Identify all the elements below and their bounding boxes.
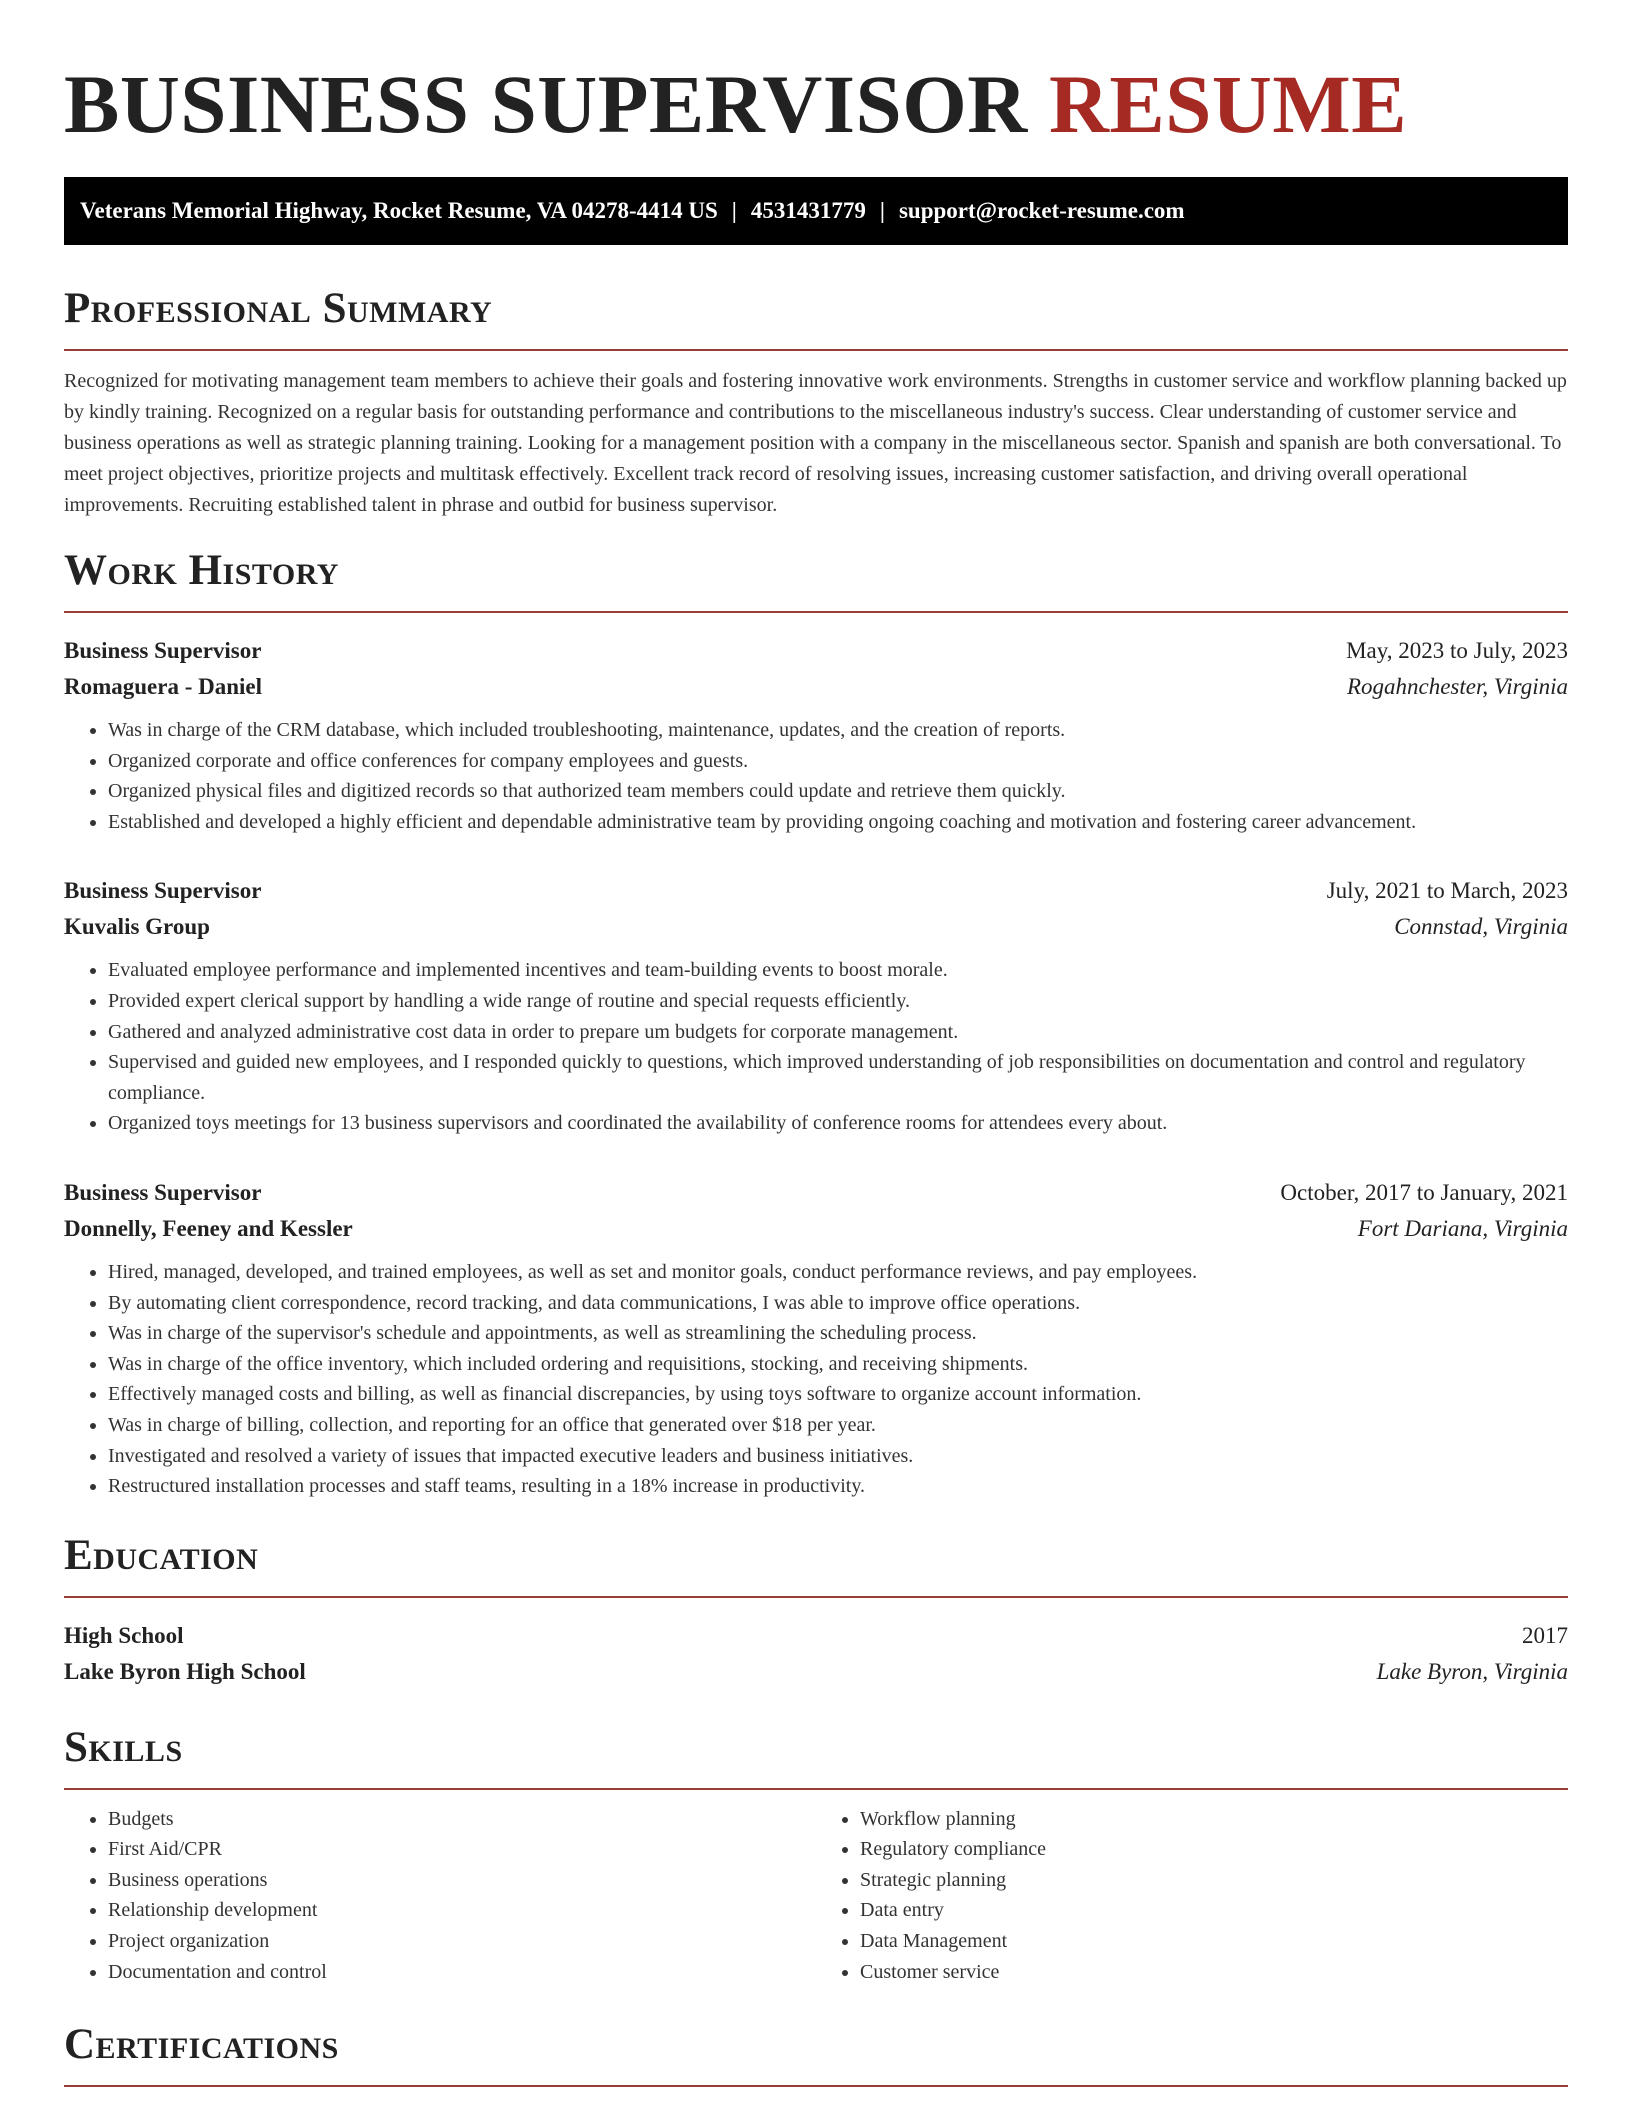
job-bullet: • Supervised and guided new employees, and I responded quickly to questions, which improved understanding of job responsibilities on documentation and control and regulatory compliance. — [108, 1047, 1568, 1108]
section-heading-summary: Professional Summary — [64, 285, 493, 332]
job-bullet: • Organized toys meetings for 13 business supervisors and coordinated the availability of conference rooms for attendees every about. — [108, 1108, 1568, 1139]
education-header-row — [64, 1618, 1568, 1654]
job-dates: May, 2023 to July, 2023 — [1346, 638, 1568, 663]
summary-text: Recognized for motivating management team members to achieve their goals and fostering innovative work environments. Strengths in customer service and workflow planning backed up by kindly training. Recognized on a regular basis for outstanding performance and contributions to the miscellaneous industry's success. Clear understanding of customer service and business operations as well as strategic planning training. Looking for a management position with a company in the miscellaneous sector. Spanish and spanish are both conversational. To meet project objectives, prioritize projects and multitask effectively. Excellent track record of resolving issues, increasing customer satisfaction, and driving overall operational improvements. Recruiting established talent in phrase and outbid for business supervisor. — [64, 370, 1567, 516]
skills-grid — [64, 1804, 1568, 1988]
skill-item: • Customer service — [860, 1957, 1568, 1988]
education-entry — [64, 1618, 1568, 1690]
job-entry — [64, 873, 1568, 1139]
section-heading-skills: Skills — [64, 1723, 183, 1771]
job-bullets — [64, 715, 1568, 837]
skill-item: • Data Management — [860, 1926, 1568, 1957]
resume-title — [64, 0, 1568, 153]
skill-item: • Documentation and control — [108, 1957, 816, 1988]
job-company-row — [64, 1211, 1568, 1247]
skill-item: • Workflow planning — [860, 1804, 1568, 1835]
job-header-row — [64, 633, 1568, 669]
job-bullet: • Provided expert clerical support by handling a wide range of routine and special requests efficiently. — [108, 986, 1568, 1017]
skill-item: • Strategic planning — [860, 1865, 1568, 1896]
title-accent: RESUME — [1048, 58, 1408, 150]
skills-column-right — [816, 1804, 1568, 1988]
job-location: Fort Dariana, Virginia — [1357, 1215, 1568, 1241]
job-company-row — [64, 909, 1568, 945]
job-bullet: • Restructured installation processes and staff teams, resulting in a 18% increase in productivity. — [108, 1471, 1568, 1502]
job-entry — [64, 1175, 1568, 1502]
job-entry — [64, 633, 1568, 837]
section-divider — [64, 611, 1568, 613]
job-bullet: • Was in charge of billing, collection, and reporting for an office that generated over $18 per year. — [108, 1410, 1568, 1441]
job-bullet: • Gathered and analyzed administrative cost data in order to prepare um budgets for corporate management. — [108, 1017, 1568, 1048]
skill-item: • Budgets — [108, 1804, 816, 1835]
job-bullet: • Effectively managed costs and billing, as well as financial discrepancies, by using toys software to organize account information. — [108, 1379, 1568, 1410]
job-bullets — [64, 955, 1568, 1139]
job-title: Business Supervisor — [64, 1179, 262, 1205]
job-bullets — [64, 1257, 1568, 1502]
skill-item: • Project organization — [108, 1926, 816, 1957]
section-divider — [64, 349, 1568, 351]
contact-bar — [64, 177, 1568, 245]
job-dates: October, 2017 to January, 2021 — [1280, 1179, 1568, 1205]
job-bullet: • Organized corporate and office conferences for company employees and guests. — [108, 746, 1568, 777]
job-company: Kuvalis Group — [64, 914, 210, 940]
job-bullet: • Was in charge of the CRM database, which included troubleshooting, maintenance, updates, and the creation of reports. — [108, 715, 1568, 746]
skills-column-left — [64, 1804, 816, 1988]
contact-separator: | — [731, 198, 737, 223]
section-heading-education: Education — [64, 1531, 259, 1579]
job-bullet: • Investigated and resolved a variety of issues that impacted executive leaders and business initiatives. — [108, 1441, 1568, 1472]
contact-phone: 4531431779 — [750, 198, 866, 223]
job-bullet: • Evaluated employee performance and implemented incentives and team-building events to boost morale. — [108, 955, 1568, 986]
job-dates: July, 2021 to March, 2023 — [1326, 878, 1568, 904]
job-location: Rogahnchester, Virginia — [1346, 674, 1568, 699]
skill-item: • Data entry — [860, 1895, 1568, 1926]
job-title: Business Supervisor — [64, 638, 262, 663]
contact-email: support@rocket-resume.com — [898, 198, 1185, 223]
section-divider — [64, 1788, 1568, 1790]
section-divider — [64, 1596, 1568, 1598]
job-bullet: • By automating client correspondence, record tracking, and data communications, I was able to improve office operations. — [108, 1288, 1568, 1319]
job-company: Donnelly, Feeney and Kessler — [64, 1215, 353, 1241]
skill-item: • Regulatory compliance — [860, 1834, 1568, 1865]
job-bullet: • Was in charge of the office inventory, which included ordering and requisitions, stocking, and receiving shipments. — [108, 1349, 1568, 1380]
job-company-row — [64, 669, 1568, 705]
job-bullet: • Established and developed a highly efficient and dependable administrative team by providing ongoing coaching and motivation and fostering career advancement. — [108, 807, 1568, 838]
contact-separator: | — [879, 198, 885, 223]
skill-item: • First Aid/CPR — [108, 1834, 816, 1865]
education-year: 2017 — [1522, 1622, 1568, 1648]
skill-item: • Business operations — [108, 1865, 816, 1896]
skill-item: • Relationship development — [108, 1895, 816, 1926]
section-heading-work-history: Work History — [64, 547, 339, 594]
job-bullet: • Organized physical files and digitized records so that authorized team members could update and retrieve them quickly. — [108, 776, 1568, 807]
job-bullet: • Was in charge of the supervisor's schedule and appointments, as well as streamlining the scheduling process. — [108, 1318, 1568, 1349]
section-heading-certifications: Certifications — [64, 2021, 339, 2069]
education-location: Lake Byron, Virginia — [1376, 1658, 1568, 1684]
job-bullet: • Hired, managed, developed, and trained employees, as well as set and monitor goals, conduct performance reviews, and pay employees. — [108, 1257, 1568, 1288]
contact-address: Veterans Memorial Highway, Rocket Resume, VA 04278-4414 US — [80, 198, 718, 223]
education-school: Lake Byron High School — [64, 1658, 306, 1684]
section-divider — [64, 2085, 1568, 2087]
job-header-row — [64, 873, 1568, 909]
job-location: Connstad, Virginia — [1394, 914, 1568, 940]
job-header-row — [64, 1175, 1568, 1211]
title-main: BUSINESS SUPERVISOR — [64, 58, 1028, 150]
job-company: Romaguera - Daniel — [64, 674, 263, 699]
education-school-row — [64, 1654, 1568, 1690]
job-title: Business Supervisor — [64, 878, 262, 904]
education-degree: High School — [64, 1622, 184, 1648]
